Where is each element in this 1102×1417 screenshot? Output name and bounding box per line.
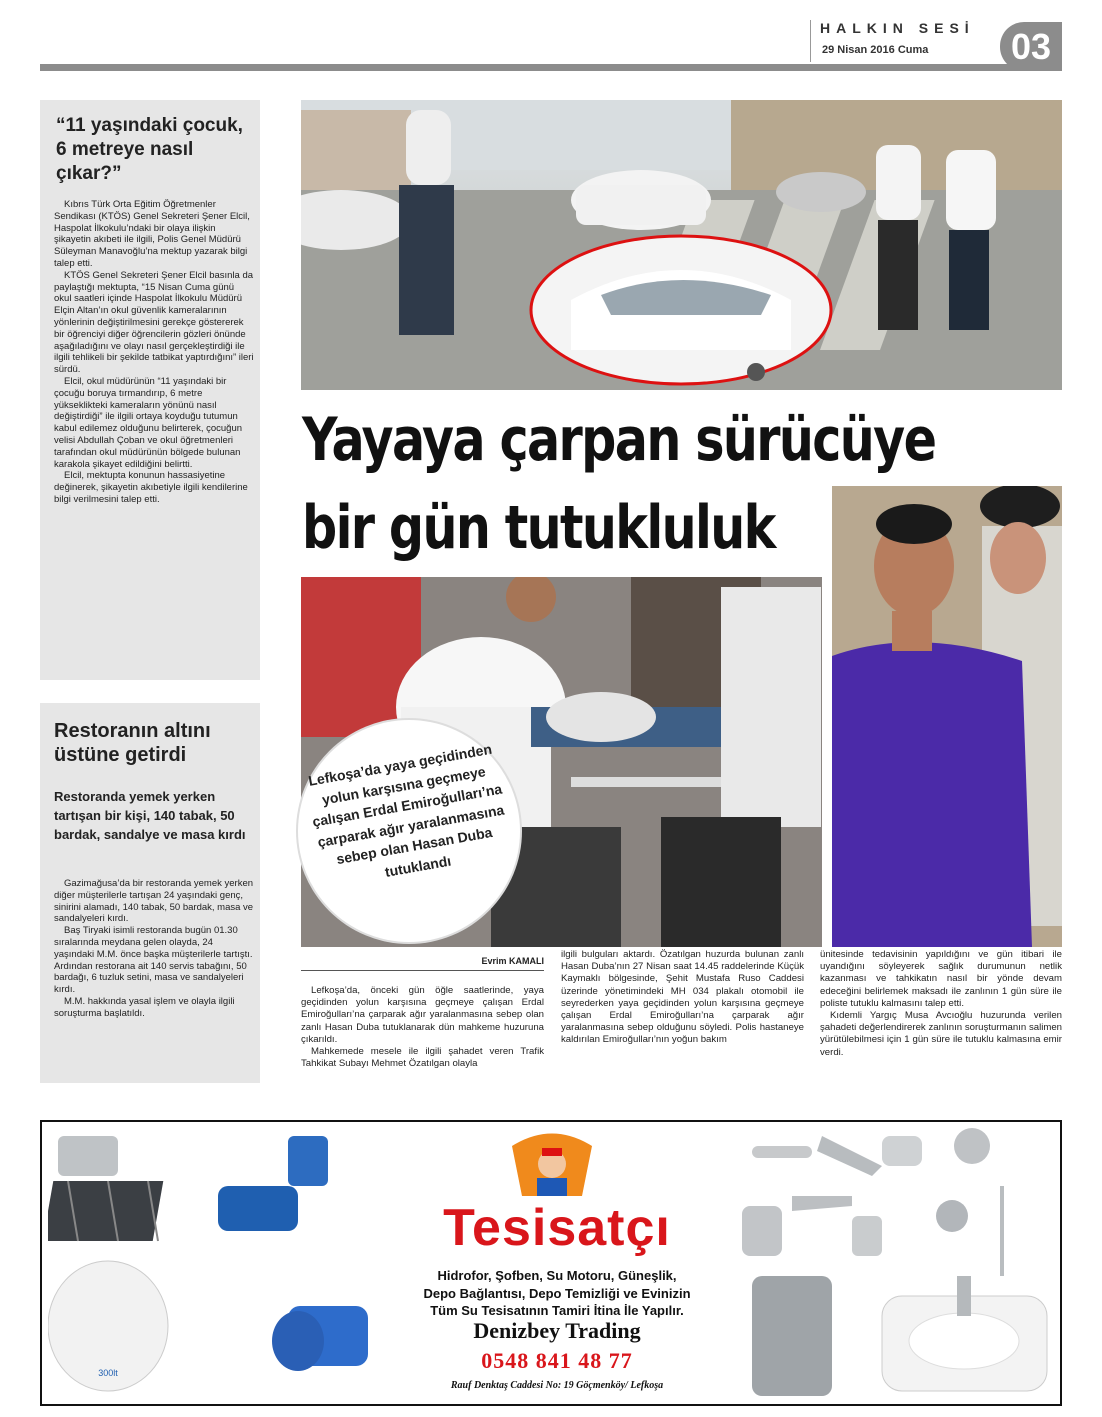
newspaper-title: HALKIN SESİ bbox=[820, 20, 975, 36]
ad-service-line: Depo Bağlantısı, Depo Temizliği ve Evinizin bbox=[423, 1286, 691, 1301]
article-column-1 bbox=[301, 985, 544, 1070]
headline-line-1: Yayaya çarpan sürücüye bbox=[302, 405, 936, 475]
sidebar-story-body bbox=[54, 878, 254, 1020]
paragraph: Kıdemli Yargıç Musa Avcıoğlu huzurunda verilen şahadeti değerlendirerek zanlının soruşturmanın salimen yürütülebilmesi için 1 gün süre ile tutuklu kalmasına emir verdi. bbox=[820, 1010, 1062, 1058]
masthead-divider bbox=[810, 20, 811, 62]
paragraph: Elcil, okul müdürünün “11 yaşındaki bir çocuğu boruya tırmandırıp, 6 metre yükseklikteki kameraların yönünü nasıl değiştirdiği” ile ilgili ortaya koyduğu tutumun kabul edilemez olduğunu belirterek, çocuğun velisi Abdullah Çoban ve okul öğretmenleri tarafından okul müdürünün bölgede bulunan karakola şikayet edildiğini belirtti. bbox=[54, 375, 243, 470]
paragraph: Kıbrıs Türk Orta Eğitim Öğretmenler Sendikası (KTÖS) Genel Sekreteri Şener Elcil, Haspolat İlkokulu’ndaki bir olaya ilişkin şikayetin akıbeti ile ilgili, Polis Genel Müdürü Süleyman Manavoğlu’na mektup yazarak bilgi talep etti. bbox=[54, 199, 250, 269]
article-column-3 bbox=[820, 949, 1062, 1059]
ad-products-left-illustration bbox=[48, 1126, 368, 1402]
sidebar-story-title: Restoranın altını üstüne getirdi bbox=[54, 720, 211, 766]
callout-text: Lefkoşa’da yaya geçidinden yolun karşısına geçmeye çalışan Erdal Emiroğulları’na çarparak ağır yaralanmasına sebep olan Hasan Duba tutuklandı bbox=[307, 740, 506, 880]
callout-bubble bbox=[298, 720, 520, 942]
paragraph: Mahkemede mesele ile ilgili şahadet veren Trafik Tahkikat Subayı Mehmet Özatılgan olayla bbox=[301, 1046, 544, 1070]
tank-label: 300lt bbox=[98, 1368, 118, 1378]
street-scene-illustration bbox=[301, 100, 1062, 390]
paragraph: KTÖS Genel Sekreteri Şener Elcil basınla da paylaştığı mektupta, “15 Nisan Cuma günü okul saatleri içinde Haspolat İlkokulu Müdürü Elçin Altan’ın okul güvenlik kameralarının yönlerinin değiştirilmesini gerekçe göstererek bir öğrenciyi diğer öğrencilerin gözleri önünde aşağıladığını ve olayı nasıl gerçekleştirdiği ile ilgili tehlikeli bir şekilde tatbikat yaptırdığını” ileri sürdü. bbox=[54, 269, 254, 376]
byline-rule bbox=[301, 970, 544, 971]
sidebar-story-body bbox=[54, 199, 254, 506]
issue-date: 29 Nisan 2016 Cuma bbox=[822, 44, 929, 56]
ad-products-right-illustration bbox=[732, 1126, 1058, 1402]
street-accident-photo bbox=[301, 100, 1062, 390]
paragraph: Elcil, mektupta konunun hassasiyetine değinerek, şikayetin akıbetiyle ilgili kendilerine bilgi verilmesini talep etti. bbox=[54, 470, 248, 505]
paragraph: Lefkoşa’da, önceki gün öğle saatlerinde, yaya geçidinden yolun karşısına geçmeye çalışan Erdal Emiroğulları’na çarparak ağır yaralanmasına sebep olan zanlı Hasan Duba tutuklanarak dün mahkeme huzuruna çıkarıldı. bbox=[301, 985, 544, 1045]
ad-service-line: Hidrofor, Şofben, Su Motoru, Güneşlik, bbox=[437, 1268, 677, 1283]
suspect-portrait-illustration bbox=[832, 486, 1062, 947]
suspect-portrait-photo bbox=[832, 486, 1062, 947]
ad-service-line: Tüm Su Tesisatının Tamiri İtina İle Yapılır. bbox=[430, 1303, 684, 1318]
plumber-mascot-icon bbox=[502, 1126, 602, 1202]
sidebar-story-title: “11 yaşındaki çocuk, 6 metreye nasıl çıkar?” bbox=[56, 115, 243, 184]
masthead-bar bbox=[40, 64, 1062, 71]
plumber-advertisement bbox=[40, 1120, 1062, 1406]
paragraph: ünitesinde tedavisinin yapıldığını ve gün itibari ile uyandığını söyleyerek sağlık durumunun netlik kazanması ve tahkikatın nasıl bir yönde devam edeceğini belirlemek maksadı ile zanlının 1 gün süre ile poliste tutuklu kalmasını talep etti. bbox=[820, 949, 1062, 1009]
page-number: 03 bbox=[1000, 22, 1062, 71]
ad-phone-number: 0548 841 48 77 bbox=[481, 1348, 633, 1373]
sidebar-story-ktos bbox=[40, 100, 260, 680]
paragraph: M.M. hakkında yasal işlem ve olayla ilgili soruşturma başlatıldı. bbox=[54, 995, 235, 1019]
sidebar-story-subtitle: Restoranda yemek yerken tartışan bir kişi, 140 tabak, 50 bardak, sandalye ve masa kırdı bbox=[54, 789, 246, 842]
paragraph: Gazimağusa’da bir restoranda yemek yerken diğer müşterilerle tartışan 24 yaşındaki genç, sinirini alamadı, 140 tabak, 50 bardak, masa ve sandalyeleri kırdı. bbox=[54, 878, 254, 925]
article-column-2 bbox=[561, 949, 804, 1047]
paragraph: ilgili bulguları aktardı. Özatılgan huzurda bulunan zanlı Hasan Duba’nın 27 Nisan saat 14.45 raddelerinde Küçük Kaymaklı bölgesinde, Şehit Mustafa Ruso Caddesi üzerinde yönetimindeki MH 034 plakalı otomobil ile seyrederken yaya geçidinden yolun karşısına geçmeye çalışan Erdal Emiroğulları’na çarparak ağır yaralanmasına sebep olduğunu söyledi. Polis hastaneye kaldırılan Emiroğulları’nın yoğun bakım bbox=[561, 949, 804, 1046]
headline-line-2: bir gün tutukluluk bbox=[302, 493, 775, 563]
ad-company-name: Denizbey Trading bbox=[473, 1318, 641, 1343]
sidebar-story-restaurant bbox=[40, 703, 260, 1083]
paragraph: Baş Tiryaki isimli restoranda bugün 01.30 sıralarında meydana gelen olayda, 24 yaşındaki M.M. önce başka müşterilerle tartıştı. Ardından restorana ait 140 servis tabağını, 50 bardağı, 6 tuzluk setini, masa ve sandalyeleri kırdı. bbox=[54, 925, 253, 996]
ad-address: Rauf Denktaş Caddesi No: 19 Göçmenköy/ Lefkoşa bbox=[450, 1380, 664, 1391]
ad-brand-name: Tesisatçı bbox=[443, 1199, 671, 1257]
byline: Evrim KAMALI bbox=[481, 956, 544, 966]
